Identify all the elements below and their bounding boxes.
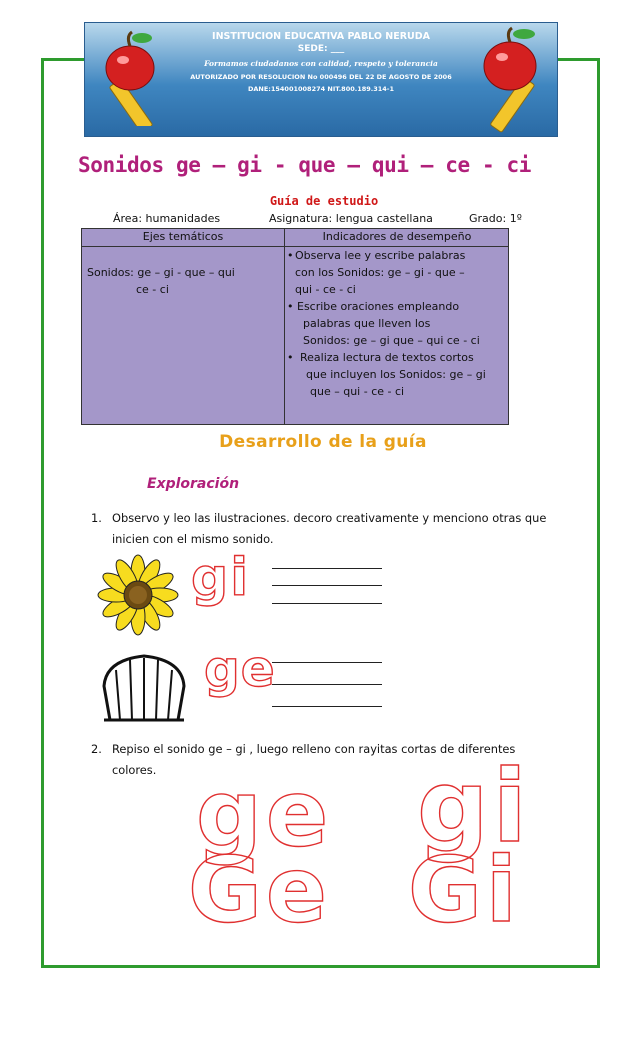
grade-label: Grado: 1º (469, 212, 522, 225)
study-guide-subtitle: Guía de estudio (269, 194, 379, 208)
indicator-1-line-1: Observa lee y escribe palabras (295, 249, 466, 262)
indicator-3-line-2: que incluyen los Sonidos: ge – gi (306, 368, 486, 381)
writing-line (272, 603, 382, 604)
area-label: Área: humanidades (113, 212, 221, 225)
bullet-icon: • (287, 249, 294, 262)
writing-line (272, 585, 382, 586)
dotted-Gi-big: Gi (408, 838, 521, 943)
theme-line-2: ce - ci (136, 283, 169, 296)
apple-pencil-left-icon (96, 26, 176, 126)
subject-label: Asignatura: lengua castellana (269, 212, 433, 225)
indicator-1-line-2: con los Sonidos: ge – gi - que – (295, 266, 465, 279)
writing-line (272, 706, 382, 707)
jelly-mold-icon (98, 646, 190, 730)
school-motto: Formamos ciudadanos con calidad, respeto y tolerancia (204, 59, 438, 68)
col-header-themes: Ejes temáticos (142, 230, 224, 243)
item-2-line-2: colores. (112, 763, 157, 777)
dotted-ge-small: ge (204, 640, 276, 698)
table-divider (284, 229, 285, 424)
item-1-line-1: Observo y leo las ilustraciones. decoro creativamente y menciono otras que (112, 511, 547, 525)
institution-name: INSTITUCION EDUCATIVA PABLO NERUDA (212, 31, 430, 42)
indicator-1-line-3: qui - ce - ci (295, 283, 356, 296)
theme-line-1: Sonidos: ge – gi - que – qui (87, 266, 235, 279)
exploration-heading: Exploración (147, 476, 240, 492)
writing-line (272, 684, 382, 685)
writing-line (272, 662, 382, 663)
indicator-2-line-1: Escribe oraciones empleando (297, 300, 460, 313)
bullet-icon: • (287, 351, 294, 364)
dotted-ge-big: ge (196, 760, 333, 867)
dotted-gi-small: gi (191, 548, 251, 608)
resolution-line: AUTORIZADO POR RESOLUCION No 000496 DEL 22 DE AGOSTO DE 2006 (190, 73, 452, 81)
bullet-icon: • (287, 300, 294, 313)
item-2-line-1: Repiso el sonido ge – gi , luego relleno con rayitas cortas de diferentes (112, 742, 516, 756)
writing-line (272, 568, 382, 569)
apple-pencil-right-icon (466, 24, 556, 134)
indicator-2-line-3: Sonidos: ge – gi que – qui ce - ci (303, 334, 480, 347)
dane-line: DANE:154001008274 NIT.800.189.314-1 (247, 85, 395, 93)
indicator-3-line-3: que – qui - ce - ci (310, 385, 405, 398)
item-1-line-2: inicien con el mismo sonido. (112, 532, 274, 546)
indicator-3-line-1: Realiza lectura de textos cortos (300, 351, 474, 364)
sunflower-icon (96, 553, 180, 637)
dotted-Ge-big: Ge (188, 838, 331, 943)
development-heading: Desarrollo de la guía (219, 432, 427, 452)
col-header-indicators: Indicadores de desempeño (322, 230, 472, 243)
item-2-number: 2. (91, 742, 102, 756)
sede-label: SEDE: ___ (297, 44, 345, 54)
dotted-gi-big: gi (417, 748, 531, 865)
table-header-divider (82, 246, 508, 247)
page-title: Sonidos ge – gi - que – qui – ce - ci (78, 153, 531, 177)
indicator-2-line-2: palabras que lleven los (303, 317, 431, 330)
item-1-number: 1. (91, 511, 102, 525)
themes-table (81, 228, 509, 425)
